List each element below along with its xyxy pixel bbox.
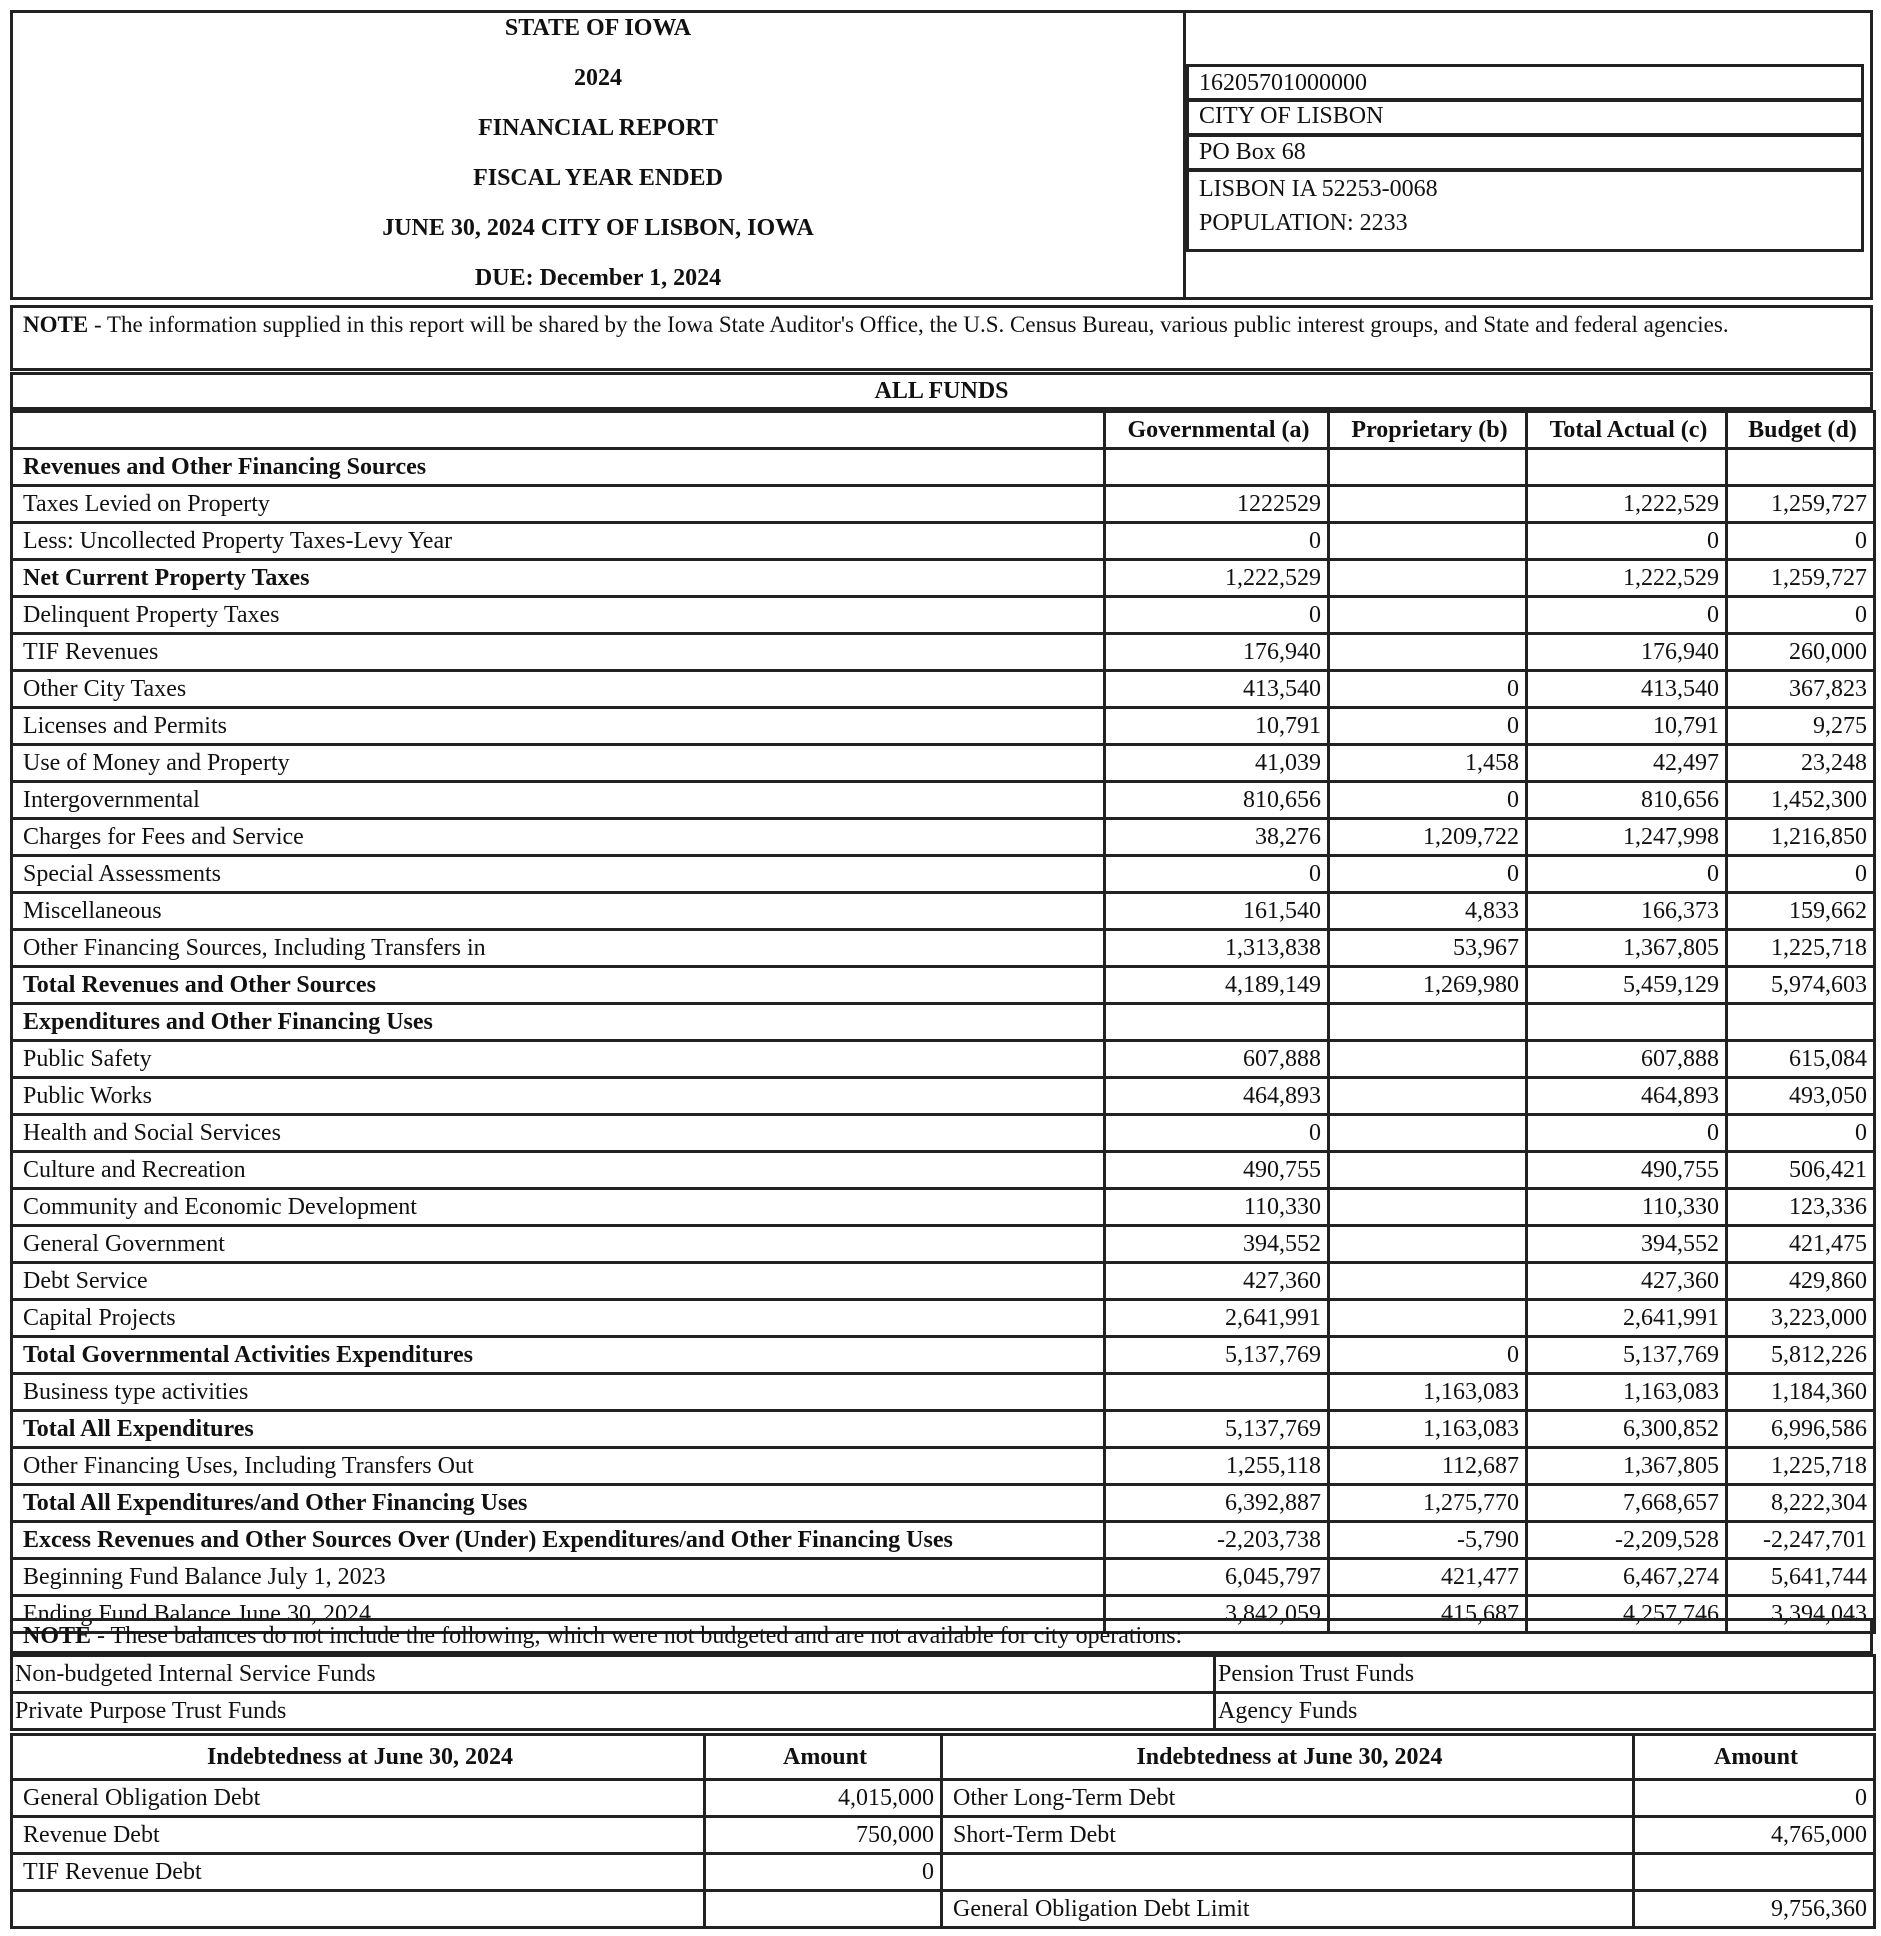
governmental-value: 161,540: [1105, 893, 1329, 930]
title-year: 2024: [574, 65, 622, 91]
row-label: Intergovernmental: [12, 782, 1105, 819]
title-due-date: DUE: December 1, 2024: [474, 265, 722, 291]
row-label: Other Financing Sources, Including Transfers in: [12, 930, 1105, 967]
proprietary-value: 0: [1329, 856, 1527, 893]
table-row: [12, 967, 1875, 1004]
proprietary-value: [1329, 523, 1527, 560]
city-state-zip-population: [1186, 169, 1864, 252]
budget-value: 1,259,727: [1727, 560, 1875, 597]
table-row: [12, 930, 1875, 967]
budget-value: 0: [1727, 597, 1875, 634]
excluded-fund: Agency Funds: [1215, 1693, 1875, 1730]
total-actual-value: 1,222,529: [1527, 560, 1727, 597]
debt-amount: [1634, 1854, 1875, 1891]
total-actual-value: 110,330: [1527, 1189, 1727, 1226]
row-label: Other Financing Uses, Including Transfers Out: [12, 1448, 1105, 1485]
row-label: Health and Social Services: [12, 1115, 1105, 1152]
governmental-value: 413,540: [1105, 671, 1329, 708]
governmental-value: 6,392,887: [1105, 1485, 1329, 1522]
table-row: [12, 1226, 1875, 1263]
proprietary-value: 415,687: [1329, 1596, 1527, 1633]
total-actual-value: 6,467,274: [1527, 1559, 1727, 1596]
city-name: CITY OF LISBON: [1186, 99, 1864, 136]
total-actual-value: 0: [1527, 1115, 1727, 1152]
table-row: [12, 671, 1875, 708]
row-label: Delinquent Property Taxes: [12, 597, 1105, 634]
col-budget: Budget (d): [1727, 412, 1875, 449]
total-actual-value: 1,163,083: [1527, 1374, 1727, 1411]
budget-value: 6,996,586: [1727, 1411, 1875, 1448]
governmental-value: 110,330: [1105, 1189, 1329, 1226]
debt-header-row: [12, 1735, 1875, 1780]
total-actual-value: -2,209,528: [1527, 1522, 1727, 1559]
proprietary-value: [1329, 1263, 1527, 1300]
table-row: [12, 1004, 1875, 1041]
debt-amount: 0: [1634, 1780, 1875, 1817]
debt-rows: [12, 1780, 1875, 1928]
proprietary-value: [1329, 1300, 1527, 1337]
debt-label: General Obligation Debt Limit: [942, 1891, 1634, 1928]
total-actual-value: 1,222,529: [1527, 486, 1727, 523]
budget-value: 615,084: [1727, 1041, 1875, 1078]
table-row: [12, 745, 1875, 782]
proprietary-value: [1329, 1115, 1527, 1152]
total-actual-value: 607,888: [1527, 1041, 1727, 1078]
governmental-value: 38,276: [1105, 819, 1329, 856]
title-date-city: JUNE 30, 2024 CITY OF LISBON, IOWA: [382, 215, 814, 241]
title-report: FINANCIAL REPORT: [478, 115, 718, 141]
report-title-block: [10, 10, 1186, 300]
proprietary-value: [1329, 1226, 1527, 1263]
row-label: Total All Expenditures: [12, 1411, 1105, 1448]
total-actual-value: 166,373: [1527, 893, 1727, 930]
row-label: Debt Service: [12, 1263, 1105, 1300]
budget-value: 0: [1727, 856, 1875, 893]
debt-col-amount-left: Amount: [705, 1735, 942, 1780]
table-row: [12, 1656, 1875, 1693]
excluded-fund: Non-budgeted Internal Service Funds: [12, 1656, 1215, 1693]
budget-value: 1,216,850: [1727, 819, 1875, 856]
budget-value: 8,222,304: [1727, 1485, 1875, 1522]
governmental-value: 394,552: [1105, 1226, 1329, 1263]
row-label: Ending Fund Balance June 30, 2024: [12, 1596, 1105, 1633]
budget-value: 421,475: [1727, 1226, 1875, 1263]
excluded-fund: Pension Trust Funds: [1215, 1656, 1875, 1693]
total-actual-value: 10,791: [1527, 708, 1727, 745]
table-row: [12, 1522, 1875, 1559]
table-row: [12, 1078, 1875, 1115]
proprietary-value: 421,477: [1329, 1559, 1527, 1596]
proprietary-value: 4,833: [1329, 893, 1527, 930]
table-row: [12, 1115, 1875, 1152]
row-label: Excess Revenues and Other Sources Over (Under) Expenditures/and Other Financing Uses: [12, 1522, 1105, 1559]
proprietary-value: [1329, 449, 1527, 486]
debt-label: General Obligation Debt: [12, 1780, 705, 1817]
budget-value: 1,259,727: [1727, 486, 1875, 523]
row-label: TIF Revenues: [12, 634, 1105, 671]
note-text: - The information supplied in this report will be shared by the Iowa State Auditor's Office, the U.S. Census Bureau, various public interest groups, and State and federal agencies.: [88, 312, 1729, 337]
all-funds-title: ALL FUNDS: [10, 372, 1873, 410]
governmental-value: 0: [1105, 856, 1329, 893]
total-actual-value: 5,137,769: [1527, 1337, 1727, 1374]
budget-value: 0: [1727, 1115, 1875, 1152]
budget-value: [1727, 449, 1875, 486]
title-state: STATE OF IOWA: [504, 15, 692, 41]
budget-value: 159,662: [1727, 893, 1875, 930]
total-actual-value: 0: [1527, 856, 1727, 893]
row-label: General Government: [12, 1226, 1105, 1263]
table-row: [12, 893, 1875, 930]
governmental-value: [1105, 1004, 1329, 1041]
col-governmental: Governmental (a): [1105, 412, 1329, 449]
debt-amount: 0: [705, 1854, 942, 1891]
debt-amount: 4,015,000: [705, 1780, 942, 1817]
col-total-actual: Total Actual (c): [1527, 412, 1727, 449]
proprietary-value: [1329, 1189, 1527, 1226]
budget-value: 3,223,000: [1727, 1300, 1875, 1337]
row-label: Charges for Fees and Service: [12, 819, 1105, 856]
proprietary-value: 112,687: [1329, 1448, 1527, 1485]
budget-value: 5,641,744: [1727, 1559, 1875, 1596]
row-label: Other City Taxes: [12, 671, 1105, 708]
governmental-value: 607,888: [1105, 1041, 1329, 1078]
budget-value: 260,000: [1727, 634, 1875, 671]
table-row: [12, 1854, 1875, 1891]
governmental-value: 0: [1105, 1115, 1329, 1152]
budget-value: 3,394,043: [1727, 1596, 1875, 1633]
debt-label: TIF Revenue Debt: [12, 1854, 705, 1891]
city-address: PO Box 68: [1186, 134, 1864, 171]
proprietary-value: [1329, 560, 1527, 597]
col-proprietary: Proprietary (b): [1329, 412, 1527, 449]
debt-label: [942, 1854, 1634, 1891]
row-label: Total Governmental Activities Expenditures: [12, 1337, 1105, 1374]
governmental-value: 1,255,118: [1105, 1448, 1329, 1485]
governmental-value: 1222529: [1105, 486, 1329, 523]
governmental-value: 41,039: [1105, 745, 1329, 782]
budget-value: 5,812,226: [1727, 1337, 1875, 1374]
governmental-value: 810,656: [1105, 782, 1329, 819]
row-label: Revenues and Other Financing Sources: [12, 449, 1105, 486]
proprietary-value: 0: [1329, 1337, 1527, 1374]
total-actual-value: 490,755: [1527, 1152, 1727, 1189]
table-row: [12, 1189, 1875, 1226]
table-row: [12, 560, 1875, 597]
proprietary-value: 1,163,083: [1329, 1374, 1527, 1411]
row-label: Miscellaneous: [12, 893, 1105, 930]
governmental-value: 490,755: [1105, 1152, 1329, 1189]
debt-col-label-left: Indebtedness at June 30, 2024: [12, 1735, 705, 1780]
row-label: Special Assessments: [12, 856, 1105, 893]
debt-label: [12, 1891, 705, 1928]
total-actual-value: 5,459,129: [1527, 967, 1727, 1004]
debt-amount: 750,000: [705, 1817, 942, 1854]
governmental-value: 5,137,769: [1105, 1411, 1329, 1448]
budget-value: [1727, 1004, 1875, 1041]
excluded-funds-table: [10, 1654, 1876, 1731]
table-row: [12, 1152, 1875, 1189]
table-row: [12, 1559, 1875, 1596]
all-funds-table: [10, 410, 1876, 1634]
row-label: Beginning Fund Balance July 1, 2023: [12, 1559, 1105, 1596]
debt-label: Revenue Debt: [12, 1817, 705, 1854]
fund-rows: [12, 449, 1875, 1633]
proprietary-value: 0: [1329, 708, 1527, 745]
table-row: [12, 523, 1875, 560]
governmental-value: 427,360: [1105, 1263, 1329, 1300]
city-state-zip: LISBON IA 52253-0068: [1199, 176, 1438, 202]
population: POPULATION: 2233: [1199, 210, 1408, 236]
proprietary-value: 0: [1329, 782, 1527, 819]
proprietary-value: 1,458: [1329, 745, 1527, 782]
governmental-value: -2,203,738: [1105, 1522, 1329, 1559]
total-actual-value: 464,893: [1527, 1078, 1727, 1115]
budget-value: 5,974,603: [1727, 967, 1875, 1004]
table-row: [12, 1817, 1875, 1854]
row-label: Use of Money and Property: [12, 745, 1105, 782]
total-actual-value: 7,668,657: [1527, 1485, 1727, 1522]
note2-text: - These balances do not include the following, which were not budgeted and are not available for city operations:: [91, 1623, 1183, 1649]
debt-amount: [705, 1891, 942, 1928]
table-row: [12, 1263, 1875, 1300]
row-label: Capital Projects: [12, 1300, 1105, 1337]
proprietary-value: -5,790: [1329, 1522, 1527, 1559]
budget-value: 1,225,718: [1727, 930, 1875, 967]
debt-label: Short-Term Debt: [942, 1817, 1634, 1854]
blank-header-cell: [12, 412, 1105, 449]
proprietary-value: 1,269,980: [1329, 967, 1527, 1004]
total-actual-value: 394,552: [1527, 1226, 1727, 1263]
table-row: [12, 1448, 1875, 1485]
note-label: NOTE: [23, 312, 89, 337]
governmental-value: 1,313,838: [1105, 930, 1329, 967]
governmental-value: 0: [1105, 523, 1329, 560]
row-label: Culture and Recreation: [12, 1152, 1105, 1189]
total-actual-value: 810,656: [1527, 782, 1727, 819]
total-actual-value: 0: [1527, 523, 1727, 560]
row-label: Business type activities: [12, 1374, 1105, 1411]
total-actual-value: 1,367,805: [1527, 1448, 1727, 1485]
proprietary-value: [1329, 1152, 1527, 1189]
governmental-value: 464,893: [1105, 1078, 1329, 1115]
table-row: [12, 1780, 1875, 1817]
row-label: Taxes Levied on Property: [12, 486, 1105, 523]
governmental-value: 2,641,991: [1105, 1300, 1329, 1337]
total-actual-value: 1,247,998: [1527, 819, 1727, 856]
budget-value: -2,247,701: [1727, 1522, 1875, 1559]
row-label: Public Safety: [12, 1041, 1105, 1078]
city-info-block: [1183, 10, 1873, 300]
disclosure-note: [10, 305, 1873, 371]
table-row: [12, 782, 1875, 819]
proprietary-value: [1329, 486, 1527, 523]
budget-value: 493,050: [1727, 1078, 1875, 1115]
table-row: [12, 634, 1875, 671]
governmental-value: 10,791: [1105, 708, 1329, 745]
row-label: Expenditures and Other Financing Uses: [12, 1004, 1105, 1041]
table-row: [12, 1041, 1875, 1078]
note2-label: NOTE: [23, 1623, 92, 1649]
governmental-value: 5,137,769: [1105, 1337, 1329, 1374]
table-row: [12, 1374, 1875, 1411]
debt-label: Other Long-Term Debt: [942, 1780, 1634, 1817]
excluded-fund: Private Purpose Trust Funds: [12, 1693, 1215, 1730]
governmental-value: 6,045,797: [1105, 1559, 1329, 1596]
title-fiscal: FISCAL YEAR ENDED: [473, 165, 723, 191]
column-header-row: [12, 412, 1875, 449]
budget-value: 1,452,300: [1727, 782, 1875, 819]
table-row: [12, 1891, 1875, 1928]
budget-value: 0: [1727, 523, 1875, 560]
governmental-value: [1105, 449, 1329, 486]
budget-value: 1,225,718: [1727, 1448, 1875, 1485]
debt-amount: 4,765,000: [1634, 1817, 1875, 1854]
proprietary-value: [1329, 1078, 1527, 1115]
debt-col-amount-right: Amount: [1634, 1735, 1875, 1780]
city-id-number: 16205701000000: [1186, 64, 1864, 101]
governmental-value: 176,940: [1105, 634, 1329, 671]
budget-value: 1,184,360: [1727, 1374, 1875, 1411]
proprietary-value: [1329, 1004, 1527, 1041]
total-actual-value: 413,540: [1527, 671, 1727, 708]
budget-value: 506,421: [1727, 1152, 1875, 1189]
row-label: Less: Uncollected Property Taxes-Levy Year: [12, 523, 1105, 560]
governmental-value: 3,842,059: [1105, 1596, 1329, 1633]
total-actual-value: [1527, 449, 1727, 486]
debt-amount: 9,756,360: [1634, 1891, 1875, 1928]
total-actual-value: 2,641,991: [1527, 1300, 1727, 1337]
total-actual-value: 6,300,852: [1527, 1411, 1727, 1448]
total-actual-value: [1527, 1004, 1727, 1041]
row-label: Community and Economic Development: [12, 1189, 1105, 1226]
proprietary-value: 1,163,083: [1329, 1411, 1527, 1448]
table-row: [12, 449, 1875, 486]
table-row: [12, 1337, 1875, 1374]
row-label: Net Current Property Taxes: [12, 560, 1105, 597]
proprietary-value: 53,967: [1329, 930, 1527, 967]
balances-note: [10, 1618, 1873, 1654]
proprietary-value: [1329, 1041, 1527, 1078]
budget-value: 9,275: [1727, 708, 1875, 745]
total-actual-value: 42,497: [1527, 745, 1727, 782]
total-actual-value: 4,257,746: [1527, 1596, 1727, 1633]
table-row: [12, 708, 1875, 745]
governmental-value: 0: [1105, 597, 1329, 634]
row-label: Public Works: [12, 1078, 1105, 1115]
proprietary-value: 0: [1329, 671, 1527, 708]
budget-value: 23,248: [1727, 745, 1875, 782]
total-actual-value: 0: [1527, 597, 1727, 634]
table-row: [12, 856, 1875, 893]
row-label: Total All Expenditures/and Other Financing Uses: [12, 1485, 1105, 1522]
debt-col-label-right: Indebtedness at June 30, 2024: [942, 1735, 1634, 1780]
row-label: Licenses and Permits: [12, 708, 1105, 745]
row-label: Total Revenues and Other Sources: [12, 967, 1105, 1004]
table-row: [12, 597, 1875, 634]
indebtedness-table: [10, 1733, 1876, 1929]
proprietary-value: [1329, 634, 1527, 671]
table-row: [12, 1693, 1875, 1730]
total-actual-value: 1,367,805: [1527, 930, 1727, 967]
table-row: [12, 1300, 1875, 1337]
proprietary-value: 1,209,722: [1329, 819, 1527, 856]
budget-value: 367,823: [1727, 671, 1875, 708]
budget-value: 123,336: [1727, 1189, 1875, 1226]
budget-value: 429,860: [1727, 1263, 1875, 1300]
proprietary-value: 1,275,770: [1329, 1485, 1527, 1522]
table-row: [12, 486, 1875, 523]
table-row: [12, 819, 1875, 856]
governmental-value: [1105, 1374, 1329, 1411]
total-actual-value: 176,940: [1527, 634, 1727, 671]
total-actual-value: 427,360: [1527, 1263, 1727, 1300]
governmental-value: 4,189,149: [1105, 967, 1329, 1004]
table-row: [12, 1411, 1875, 1448]
governmental-value: 1,222,529: [1105, 560, 1329, 597]
table-row: [12, 1485, 1875, 1522]
proprietary-value: [1329, 597, 1527, 634]
